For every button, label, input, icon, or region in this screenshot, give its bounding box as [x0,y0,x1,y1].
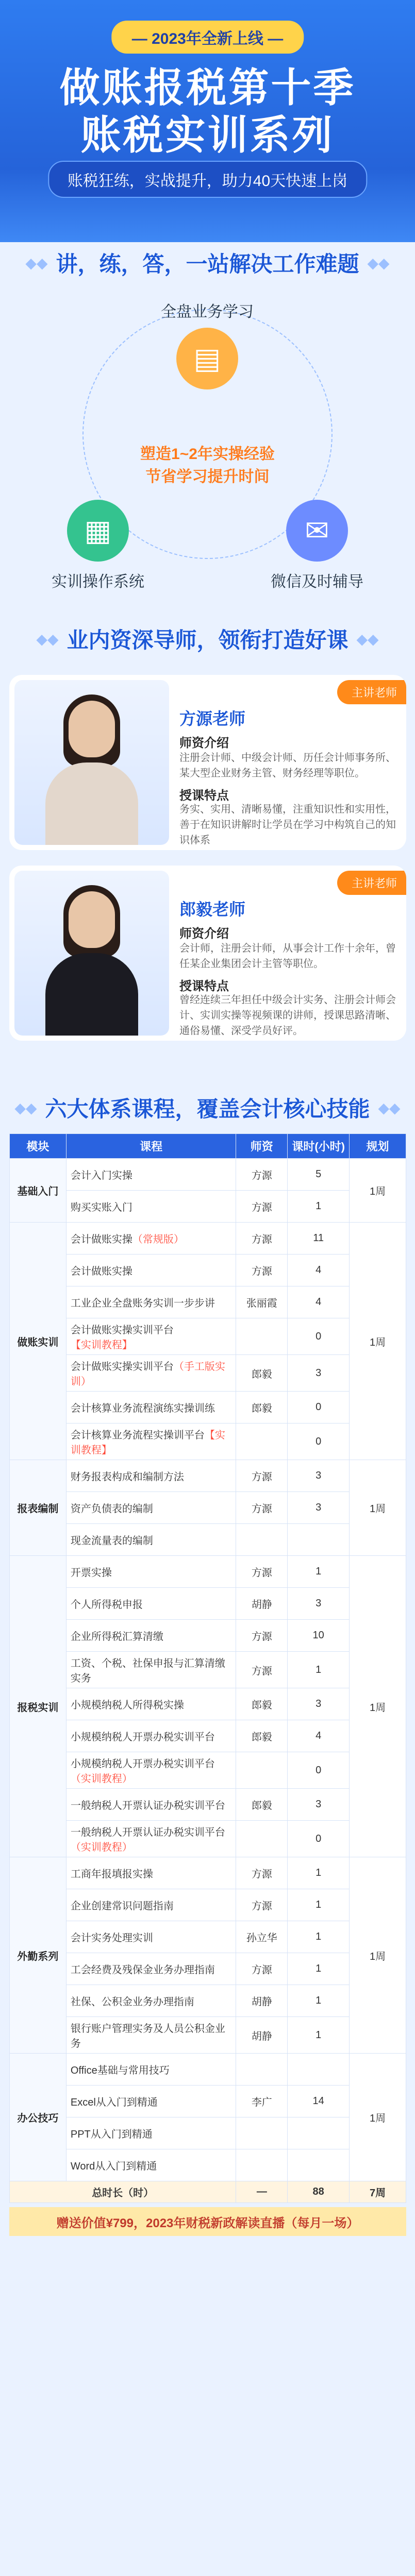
teacher-cell: 方源 [236,1556,288,1588]
table-row [10,1821,406,1857]
course-cell: 工商年报填报实操 [66,1857,236,1889]
hours-cell: 0 [288,1752,350,1789]
teachers-title-text: 业内资深导师，领衔打造好课 [67,628,348,652]
course-cell: Word从入门到精通 [66,2149,236,2181]
table-row [10,1524,406,1556]
hours-cell: 1 [288,2017,350,2054]
course-cell: 会计做账实操（常规版） [66,1223,236,1255]
hours-cell [288,2117,350,2149]
course-cell: 会计做账实操实训平台（手工版实训） [66,1355,236,1392]
teacher-cell: 胡静 [236,2017,288,2054]
teacher-card [9,866,406,1041]
module-cell: 办公技巧 [10,2054,67,2181]
teacher-cell: 方源 [236,1159,288,1191]
node-tutor [250,500,384,591]
teacher-style-heading: 授课特点 [179,979,229,993]
table-row [10,2086,406,2117]
hours-cell: 3 [288,1460,350,1492]
gift-banner: 赠送价值¥799，2023年财税新政解读直播（每月一场） [9,2207,406,2236]
curriculum-title-text: 六大体系课程，覆盖会计核心技能 [45,1097,370,1121]
hours-cell: 1 [288,1191,350,1223]
col-header: 模块 [10,1134,67,1159]
hours-cell: 1 [288,1857,350,1889]
teachers-section-title: ◆◆ 业内资深导师，领衔打造好课 ◆◆ [0,618,415,659]
table-row [10,1460,406,1492]
course-cell: 会计入门实操 [66,1159,236,1191]
hours-cell: 5 [288,1159,350,1191]
course-table [9,1133,406,2203]
table-row [10,1286,406,1318]
course-cell: 社保、公积金业务办理指南 [66,1985,236,2017]
teacher-cell: 郎毅 [236,1392,288,1423]
total-label: 总时长（时） [10,2181,236,2203]
teacher-cell: 方源 [236,1191,288,1223]
course-cell: 工资、个税、社保申报与汇算清缴实务 [66,1652,236,1688]
hours-cell [288,2149,350,2181]
hours-cell: 3 [288,1492,350,1524]
teacher-cell: 李广 [236,2086,288,2117]
hero-title-2: 账税实训系列 [80,112,335,158]
plan-cell: 1周 [350,1159,406,1223]
teacher-cell: 方源 [236,1620,288,1652]
table-row [10,1556,406,1588]
total-plan: 7周 [350,2181,406,2203]
teacher-style-heading: 授课特点 [179,789,229,803]
teacher-cell: 方源 [236,1492,288,1524]
learn-section [0,242,415,618]
course-cell: 现金流量表的编制 [66,1524,236,1556]
plan-cell: 1周 [350,1857,406,2054]
center-line-2: 节省学习提升时间 [145,468,270,485]
teacher-photo [14,680,169,845]
table-row [10,2017,406,2054]
plan-cell: 1周 [350,2054,406,2181]
course-cell: 银行账户管理实务及人员公积金业务 [66,2017,236,2054]
lecturer-badge: 主讲老师 [337,680,406,704]
total-hours: 88 [288,2181,350,2203]
table-row [10,1223,406,1255]
table-row [10,1720,406,1752]
module-cell: 做账实训 [10,1223,67,1460]
table-row [10,1588,406,1620]
teacher-cell: 郎毅 [236,1789,288,1821]
teacher-name: 方源老师 [179,709,246,728]
learn-title-text: 讲，练，答，一站解决工作难题 [56,252,359,276]
teacher-cell [236,1524,288,1556]
teacher-intro-heading: 师资介绍 [179,736,229,750]
hours-cell: 0 [288,1392,350,1423]
node-tutor-label: 微信及时辅导 [271,573,363,590]
table-row [10,1789,406,1821]
table-row [10,1652,406,1688]
teacher-cell: 方源 [236,1889,288,1921]
learn-section-title: ◆◆ 讲，练，答，一站解决工作难题 ◆◆ [0,242,415,283]
course-cell: 购买实账入门 [66,1191,236,1223]
teacher-cell: 郎毅 [236,1720,288,1752]
course-cell: Office基础与常用技巧 [66,2054,236,2086]
col-header: 课时(小时) [288,1134,350,1159]
teacher-cell: 郎毅 [236,1688,288,1720]
teacher-card [9,675,406,850]
hours-cell: 11 [288,1223,350,1255]
node-study [140,299,274,397]
teacher-cell [236,2149,288,2181]
teacher-intro: 注册会计师、中级会计师、历任会计师事务所、某大型企业财务主管、财务经理等职位。 [179,752,396,779]
teacher-cell: 方源 [236,1255,288,1286]
course-cell: 财务报表构成和编制方法 [66,1460,236,1492]
hours-cell: 4 [288,1720,350,1752]
teacher-cell: 孙立华 [236,1921,288,1953]
teacher-intro: 会计师，注册会计师，从事会计工作十余年，曾任某企业集团会计主管等职位。 [179,943,396,970]
node-practice-label: 实训操作系统 [52,573,144,590]
table-row [10,1921,406,1953]
module-cell: 外勤系列 [10,1857,67,2054]
hours-cell: 0 [288,1821,350,1857]
course-cell: 会计实务处理实训 [66,1921,236,1953]
teacher-cell [236,1423,288,1460]
book-icon: ▤ [176,328,238,389]
course-cell: 一般纳税人开票认证办税实训平台 [66,1789,236,1821]
plan-cell: 1周 [350,1556,406,1857]
course-cell: 会计做账实操 [66,1255,236,1286]
table-row [10,1752,406,1789]
teacher-cell: 方源 [236,1953,288,1985]
hours-cell: 1 [288,1556,350,1588]
teacher-cell: 方源 [236,1652,288,1688]
hours-cell: 10 [288,1620,350,1652]
teacher-cell [236,2054,288,2086]
course-cell: 会计核算业务流程实操训平台【实训教程】 [66,1423,236,1460]
col-header: 课程 [66,1134,236,1159]
teacher-style: 务实、实用、清晰易懂，注重知识性和实用性，善于在知识讲解时让学员在学习中构筑自己的知识体系 [179,804,396,846]
teacher-cell: 方源 [236,1223,288,1255]
course-cell: 个人所得税申报 [66,1588,236,1620]
hours-cell: 3 [288,1789,350,1821]
course-cell: 小规模纳税人开票办税实训平台 [66,1720,236,1752]
hours-cell: 4 [288,1255,350,1286]
total-row [10,2181,406,2203]
node-practice [31,500,165,591]
teacher-cell: 方源 [236,1857,288,1889]
table-row [10,2149,406,2181]
course-cell: 小规模纳税人开票办税实训平台（实训教程） [66,1752,236,1789]
hero-title-1: 做账报税第十季 [59,65,356,110]
center-line-1: 塑造1~2年实操经验 [140,446,275,463]
table-row [10,1423,406,1460]
course-cell: 资产负债表的编制 [66,1492,236,1524]
plan-cell: 1周 [350,1460,406,1556]
total-teacher: — [236,2181,288,2203]
hours-cell [288,2054,350,2086]
hours-cell: 1 [288,1921,350,1953]
hours-cell: 1 [288,1985,350,2017]
plan-cell: 1周 [350,1223,406,1460]
table-row [10,1889,406,1921]
table-row [10,1392,406,1423]
table-row [10,1355,406,1392]
teacher-cell: 胡静 [236,1985,288,2017]
teacher-cell [236,2117,288,2149]
course-cell: 会计做账实操实训平台【实训教程】 [66,1318,236,1355]
teacher-style: 曾经连续三年担任中级会计实务、注册会计师会计、实训实操等视频课的讲师，授课思路清晰、通俗易懂、深受学员好评。 [179,994,396,1037]
hours-cell: 1 [288,1953,350,1985]
hours-cell: 0 [288,1423,350,1460]
table-row [10,1688,406,1720]
hero-banner [0,0,415,242]
table-row [10,1620,406,1652]
course-cell: 企业创建常识问题指南 [66,1889,236,1921]
course-cell: 一般纳税人开票认证办税实训平台（实训教程） [66,1821,236,1857]
table-row [10,1191,406,1223]
teacher-photo [14,871,169,1036]
chat-icon: ✉ [286,500,348,562]
course-cell: 工业企业全盘账务实训一步步讲 [66,1286,236,1318]
table-row [10,1318,406,1355]
teacher-cell: 张丽霞 [236,1286,288,1318]
col-header: 师资 [236,1134,288,1159]
curriculum-section [0,1087,415,2576]
teacher-cell [236,1752,288,1789]
hours-cell [288,1524,350,1556]
table-row [10,1492,406,1524]
table-row [10,2117,406,2149]
teacher-cell [236,1318,288,1355]
course-cell: 工会经费及残保金业务办理指南 [66,1953,236,1985]
hours-cell: 3 [288,1688,350,1720]
table-row [10,2054,406,2086]
table-row [10,1159,406,1191]
center-text [0,443,415,488]
hours-cell: 3 [288,1588,350,1620]
col-header: 规划 [350,1134,406,1159]
teacher-intro-heading: 师资介绍 [179,927,229,941]
course-cell: PPT从入门到精通 [66,2117,236,2149]
table-row [10,1985,406,2017]
curriculum-section-title: ◆◆ 六大体系课程，覆盖会计核心技能 ◆◆ [0,1087,415,1128]
module-cell: 报税实训 [10,1556,67,1857]
module-cell: 报表编制 [10,1460,67,1556]
teacher-cell: 方源 [236,1460,288,1492]
hours-cell: 3 [288,1355,350,1392]
table-row [10,1953,406,1985]
calculator-icon: ▦ [67,500,129,562]
hours-cell: 4 [288,1286,350,1318]
course-cell: 会计核算业务流程演练实操训练 [66,1392,236,1423]
table-row [10,1255,406,1286]
teacher-name: 郎毅老师 [179,900,246,919]
node-study-label: 全盘业务学习 [161,303,254,320]
table-row [10,1857,406,1889]
module-cell: 基础入门 [10,1159,67,1223]
teacher-cell: 郎毅 [236,1355,288,1392]
teachers-section [0,618,415,1087]
hours-cell: 1 [288,1889,350,1921]
lecturer-badge: 主讲老师 [337,871,406,895]
hours-cell: 1 [288,1652,350,1688]
teacher-cell: 胡静 [236,1588,288,1620]
course-cell: 企业所得税汇算清缴 [66,1620,236,1652]
course-cell: 小规模纳税人所得税实操 [66,1688,236,1720]
course-cell: 开票实操 [66,1556,236,1588]
course-cell: Excel从入门到精通 [66,2086,236,2117]
hours-cell: 14 [288,2086,350,2117]
hero-subtitle: 账税狂练，实战提升，助力40天快速上岗 [48,161,367,198]
hours-cell: 0 [288,1318,350,1355]
launch-pill: — 2023年全新上线 — [111,21,304,54]
teacher-cell [236,1821,288,1857]
